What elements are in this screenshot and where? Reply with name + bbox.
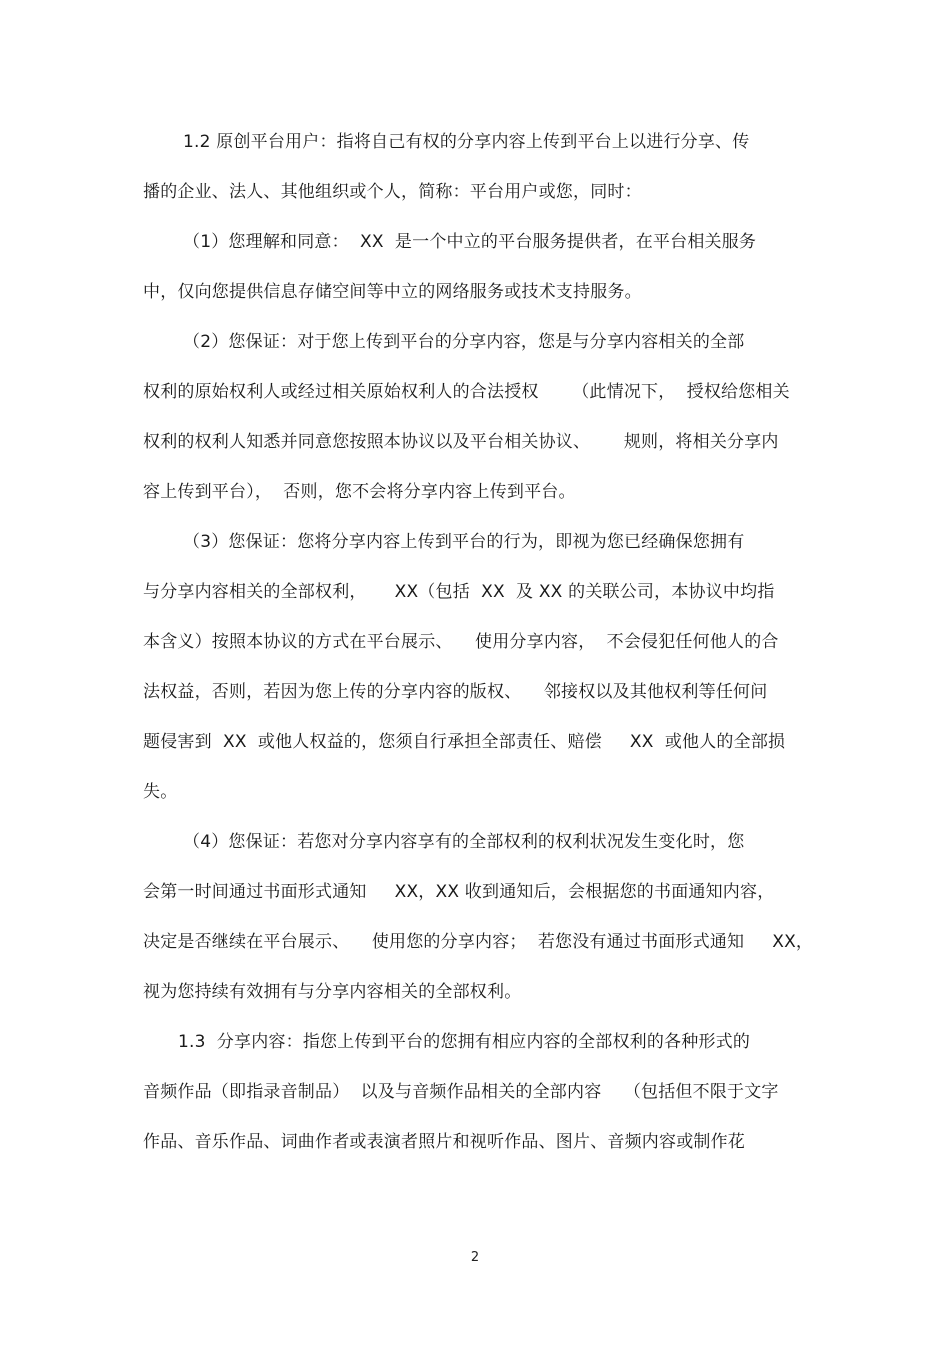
text-line: 本含义）按照本协议的方式在平台展示、 使用分享内容， 不会侵犯任何他人的合 — [143, 632, 779, 652]
text-line: （3）您保证：您将分享内容上传到平台的行为，即视为您已经确保您拥有 — [183, 532, 745, 552]
page-number: 2 — [470, 1250, 480, 1265]
text-line: （4）您保证：若您对分享内容享有的全部权利的权利状况发生变化时，您 — [183, 832, 745, 852]
text-line: 失。 — [143, 782, 178, 802]
text-line: 决定是否继续在平台展示、 使用您的分享内容； 若您没有通过书面形式通知 XX， — [143, 932, 814, 952]
text-line: 中，仅向您提供信息存储空间等中立的网络服务或技术支持服务。 — [143, 282, 642, 302]
text-line: （2）您保证：对于您上传到平台的分享内容，您是与分享内容相关的全部 — [183, 332, 745, 352]
text-line: 播的企业、法人、其他组织或个人，简称：平台用户或您，同时： — [143, 182, 642, 202]
text-line: 1.2 原创平台用户：指将自己有权的分享内容上传到平台上以进行分享、传 — [183, 132, 750, 152]
text-line: 音频作品（即指录音制品） 以及与音频作品相关的全部内容 （包括但不限于文字 — [143, 1082, 779, 1102]
text-line: 视为您持续有效拥有与分享内容相关的全部权利。 — [143, 982, 522, 1002]
text-line: 与分享内容相关的全部权利， XX（包括 XX 及 XX 的关联公司，本协议中均指 — [143, 582, 775, 602]
text-line: 题侵害到 XX 或他人权益的，您须自行承担全部责任、赔偿 XX 或他人的全部损 — [143, 732, 786, 752]
text-line: 会第一时间通过书面形式通知 XX，XX 收到通知后，会根据您的书面通知内容， — [143, 882, 775, 902]
text-line: （1）您理解和同意： XX 是一个中立的平台服务提供者，在平台相关服务 — [183, 232, 757, 252]
text-line: 作品、音乐作品、词曲作者或表演者照片和视听作品、图片、音频内容或制作花 — [143, 1132, 745, 1152]
text-line: 权利的原始权利人或经过相关原始权利人的合法授权 （此情况下， 授权给您相关 — [143, 382, 790, 402]
text-line: 法权益，否则，若因为您上传的分享内容的版权、 邻接权以及其他权利等任何问 — [143, 682, 768, 702]
text-line: 1.3 分享内容：指您上传到平台的您拥有相应内容的全部权利的各种形式的 — [178, 1032, 751, 1052]
text-line: 权利的权利人知悉并同意您按照本协议以及平台相关协议、 规则，将相关分享内 — [143, 432, 779, 452]
text-line: 容上传到平台）， 否则，您不会将分享内容上传到平台。 — [143, 482, 576, 502]
